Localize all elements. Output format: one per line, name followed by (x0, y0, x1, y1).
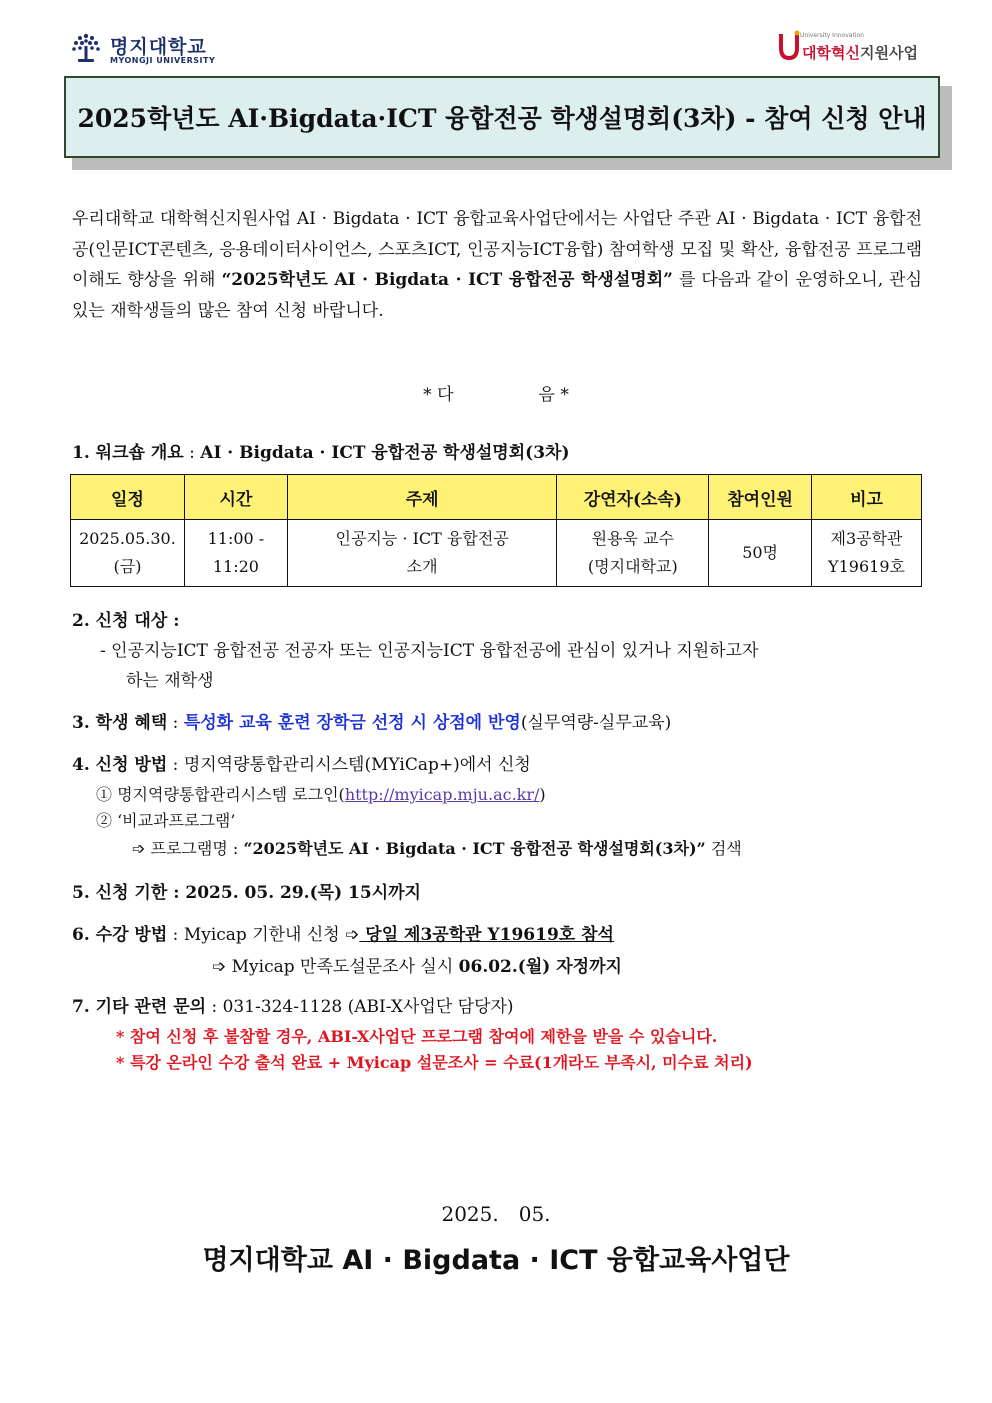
table-header: 시간 (184, 475, 287, 520)
section-4-step2: ② ‘비교과프로그램’ (96, 811, 236, 830)
intro-event-name: “2025학년도 AI · Bigdata · ICT 융합전공 학생설명회” (221, 270, 673, 290)
table-header: 주제 (287, 475, 557, 520)
note-1: * 참여 신청 후 불참할 경우, ABI-X사업단 프로그램 참여에 제한을 받을 수 있습니다. (116, 1027, 718, 1046)
cell-note: 제3공학관 Y19619호 (812, 520, 922, 587)
cell-time: 11:00 - 11:20 (184, 520, 287, 587)
arrow-icon: ➩ (345, 925, 360, 945)
footer-date: 2025. 05. (441, 1202, 551, 1226)
section-2-line1: - 인공지능ICT 융합전공 전공자 또는 인공지능ICT 융합전공에 관심이 있거나 지원하고자 (100, 641, 759, 661)
section-3: 3. 학생 혜택 : 특성화 교육 훈련 장학금 선정 시 상점에 반영(실무역량-실무교육) (72, 713, 672, 733)
cell-topic: 인공지능 · ICT 융합전공 소개 (287, 520, 557, 587)
tree-emblem-icon (68, 30, 104, 66)
table-header-row (71, 475, 922, 520)
section-6: 6. 수강 방법 : Myicap 기한내 신청 ➩ 당일 제3공학관 Y19619호 참석 (72, 925, 614, 945)
da-eum-heading: * 다 음 * (423, 385, 569, 405)
benefit-text: 특성화 교육 훈련 장학금 선정 시 상점에 반영 (183, 713, 521, 733)
title-box (64, 76, 940, 158)
university-name-english: MYONGJI UNIVERSITY (110, 56, 216, 65)
note-2: * 특강 온라인 수강 출석 완료 + Myicap 설문조사 = 수료(1개라도 부족시, 미수료 처리) (116, 1053, 753, 1072)
innovation-title: 대학혁신지원사업 (802, 44, 918, 62)
cell-date: 2025.05.30. (금) (71, 520, 185, 587)
section-5: 5. 신청 기한 : 2025. 05. 29.(목) 15시까지 (72, 883, 421, 903)
section-4-program: ➩ 프로그램명 : “2025학년도 AI · Bigdata · ICT 융합전공 학생설명회(3차)” 검색 (132, 839, 742, 858)
table-header: 참여인원 (709, 475, 812, 520)
page-title: 2025학년도 AI·Bigdata·ICT 융합전공 학생설명회(3차) - 참여 신청 안내 (77, 104, 927, 133)
cell-speaker: 원용욱 교수 (명지대학교) (557, 520, 709, 587)
cell-count: 50명 (709, 520, 812, 587)
intro-paragraph: 우리대학교 대학혁신지원사업 AI · Bigdata · ICT 융합교육사업단에서는 사업단 주관 AI · Bigdata · ICT 융합전공(인문ICT콘텐츠, 응용데이터사이언스, 스포츠ICT, 인공지능ICT융합) 참여학생 모집 및 확산, 융합전공 프로그램 이해도 향상을 위해 “2025학년도 AI · Bigdata · ICT 융합전공 학생설명회” 를 다음과 같이 운영하오니, 관심있는 재학생들의 많은 참여 신청 바랍니다. (72, 209, 922, 321)
section-1: 1. 워크숍 개요 : AI · Bigdata · ICT 융합전공 학생설명회(3차) (72, 443, 570, 463)
arrow-icon: ➩ (132, 839, 146, 858)
innovation-small-text: University Innovation (800, 32, 864, 39)
table-header: 강연자(소속) (557, 475, 709, 520)
section-2-label: 2. 신청 대상 : (72, 611, 180, 631)
section-7: 7. 기타 관련 문의 : 031-324-1128 (ABI-X사업단 담당자) (72, 997, 514, 1017)
section-6-line2: ➩ Myicap 만족도설문조사 실시 06.02.(월) 자정까지 (212, 957, 622, 977)
table-header: 일정 (71, 475, 185, 520)
workshop-table (70, 474, 922, 587)
myongji-logo (68, 28, 228, 68)
section-2-line2: 하는 재학생 (126, 671, 214, 691)
section-4: 4. 신청 방법 : 명지역량통합관리시스템(MYiCap+)에서 신청 (72, 755, 531, 775)
table-header: 비고 (812, 475, 922, 520)
university-name: 명지대학교 (110, 36, 207, 58)
innovation-logo (778, 30, 938, 66)
myicap-link[interactable]: http://myicap.mju.ac.kr/ (344, 785, 540, 804)
u-letter-icon (778, 30, 800, 62)
table-row (71, 520, 922, 587)
arrow-icon: ➩ (212, 957, 227, 977)
footer-organization: 명지대학교 AI · Bigdata · ICT 융합교육사업단 (202, 1245, 790, 1276)
section-4-step1: ① 명지역량통합관리시스템 로그인(http://myicap.mju.ac.kr/) (96, 785, 546, 804)
